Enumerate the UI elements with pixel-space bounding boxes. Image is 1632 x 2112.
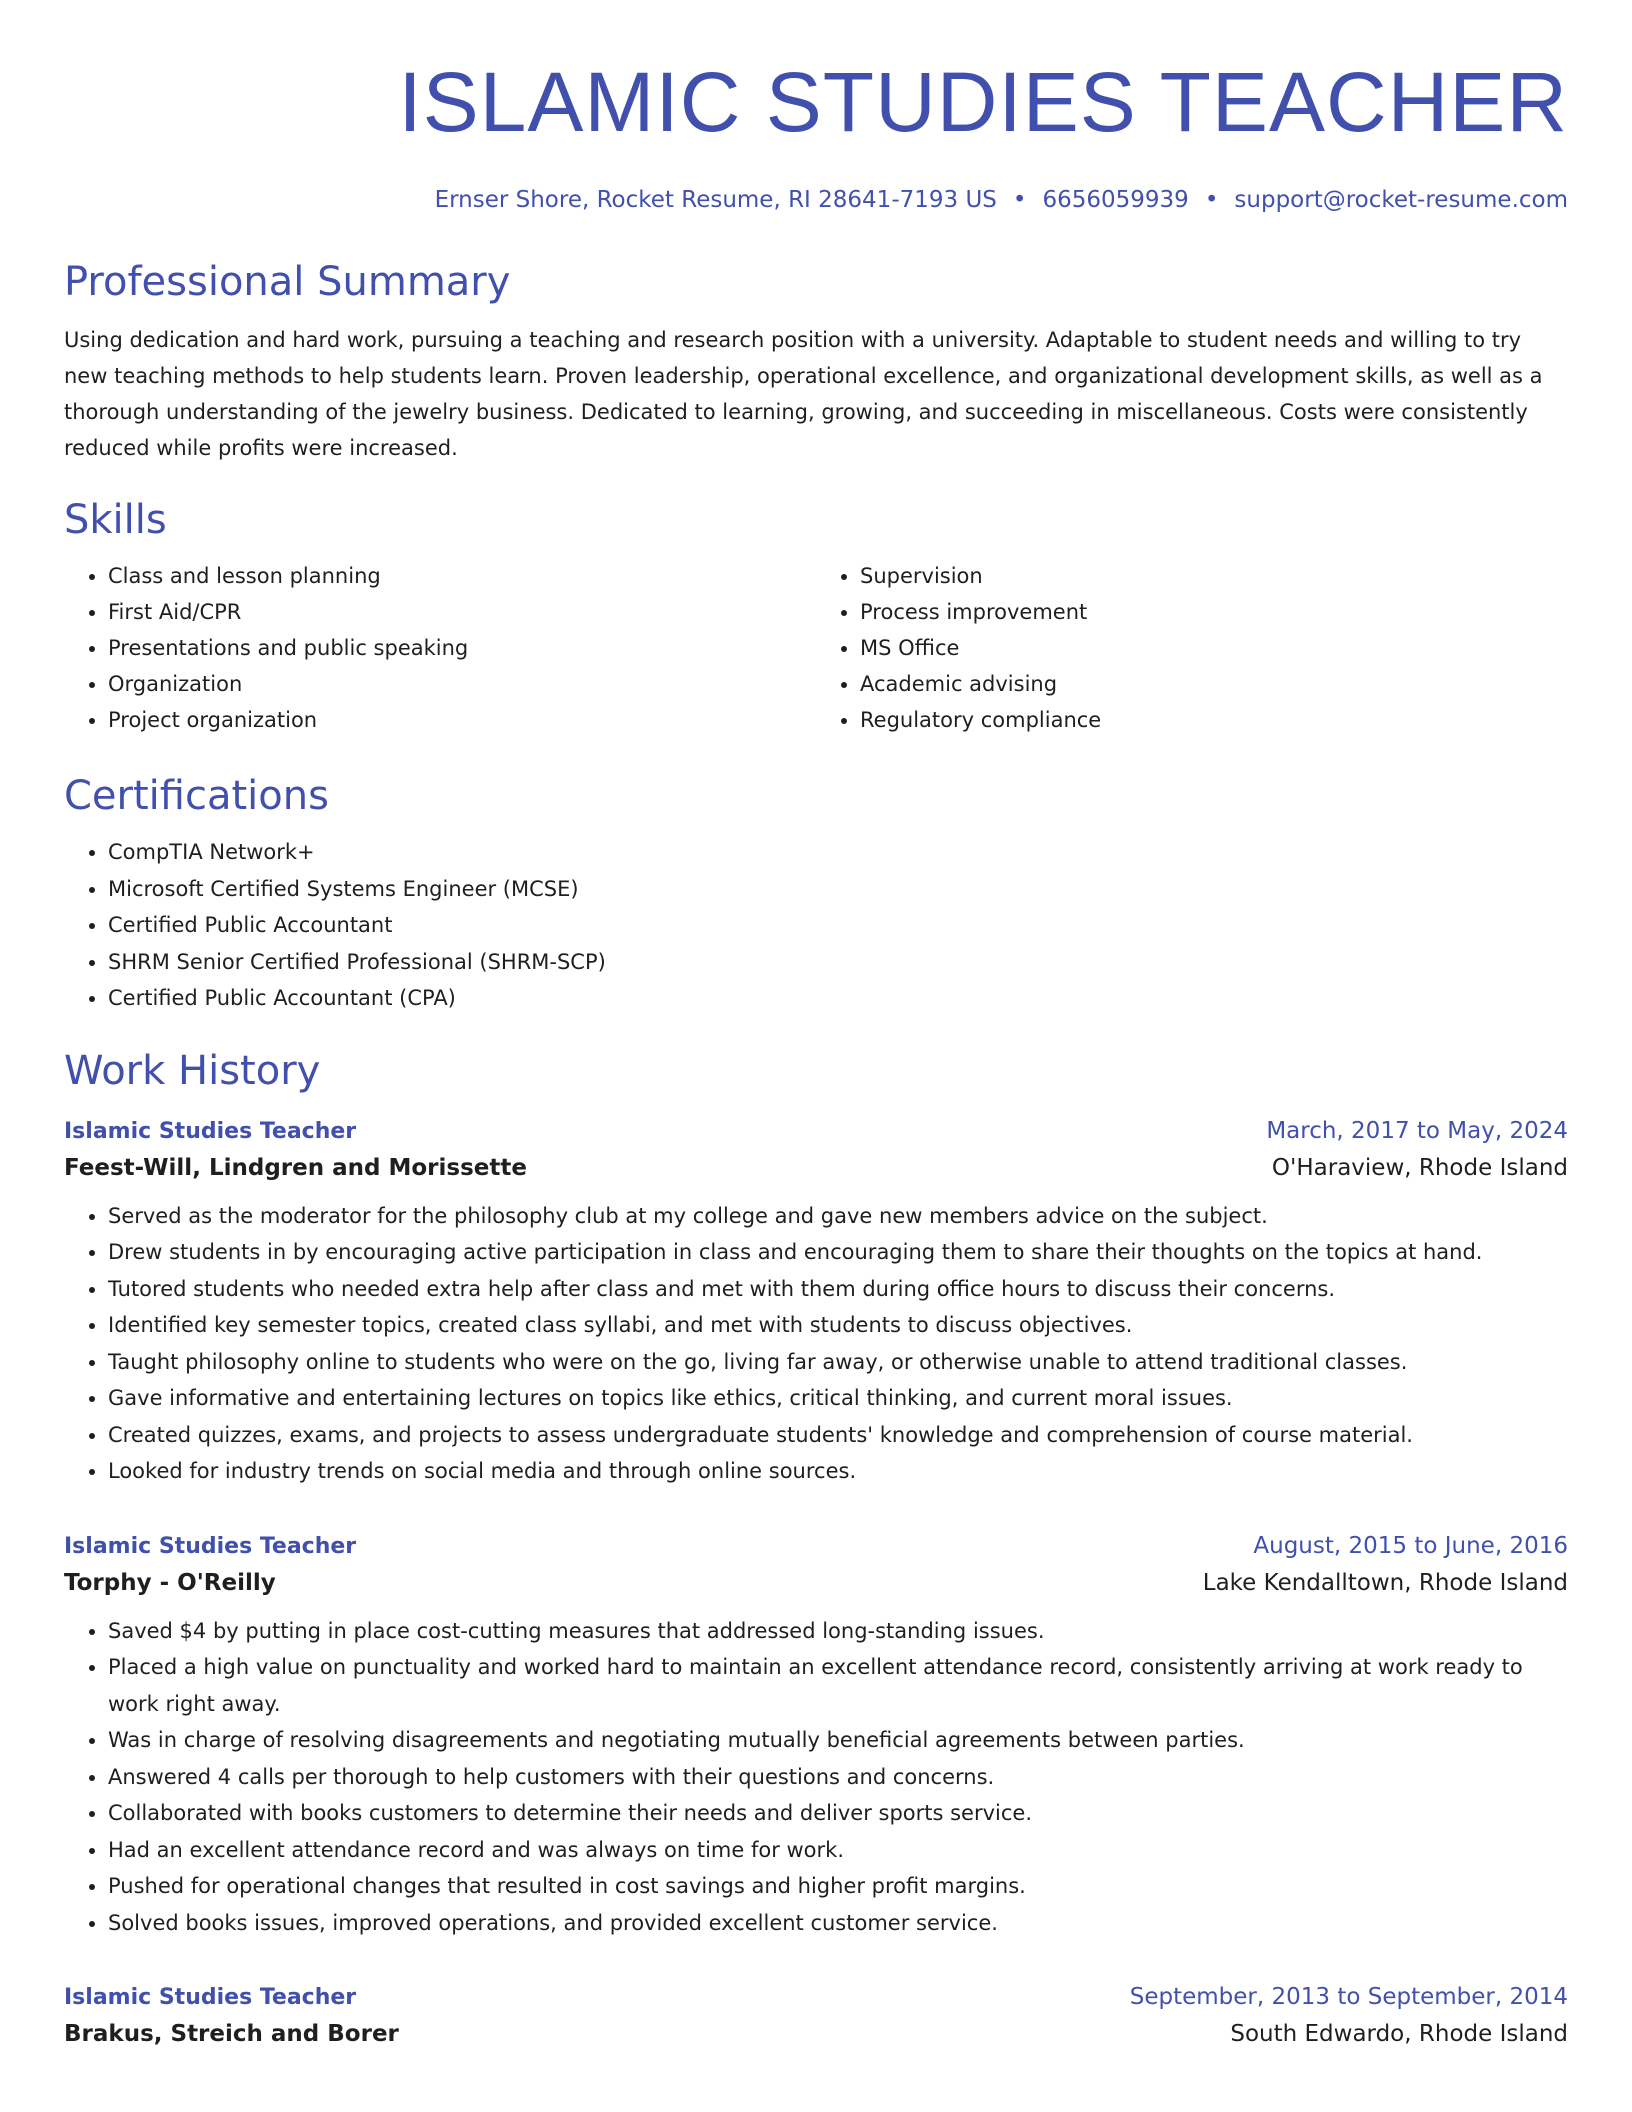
bullet-separator: • [1012, 187, 1027, 213]
job-duty: • Placed a high value on punctuality and worked hard to maintain an excellent attendance record, consistently arriving at work ready to work right away. [108, 1649, 1568, 1722]
skills-heading: Skills [64, 497, 167, 543]
summary-text: Using dedication and hard work, pursuing a teaching and research position with a university. Adaptable to student needs and willing to try new teaching methods to help students learn. Proven leadership, operational excellence, and organizational development skills, as well as a thorough understanding of the jewelry business. Dedicated to learning, growing, and succeeding in miscellaneous. Costs were consistently reduced while profits were increased. [64, 328, 1543, 460]
job-duty: • Answered 4 calls per thorough to help customers with their questions and concerns. [108, 1759, 1568, 1796]
certification-item: • Certified Public Accountant (CPA) [108, 980, 1568, 1017]
job-duty: • Pushed for operational changes that resulted in cost savings and higher profit margins. [108, 1868, 1568, 1905]
certification-item: • SHRM Senior Certified Professional (SHRM-SCP) [108, 944, 1568, 981]
certification-item: • CompTIA Network+ [108, 834, 1568, 871]
certification-item: • Microsoft Certified Systems Engineer (MCSE) [108, 871, 1568, 908]
summary-heading: Professional Summary [64, 259, 511, 305]
skill-item: • Class and lesson planning [108, 558, 816, 594]
job-duty: • Saved $4 by putting in place cost-cutting measures that addressed long-standing issues. [108, 1613, 1568, 1650]
job-title: Islamic Studies Teacher [64, 1533, 357, 1559]
job-company: Brakus, Streich and Borer [64, 2021, 399, 2047]
certifications-list [64, 834, 1568, 1017]
contact-phone: 6656059939 [1042, 187, 1189, 213]
contact-address: Ernser Shore, Rocket Resume, RI 28641-7193 US [434, 187, 997, 213]
job-location: O'Haraview, Rhode Island [1271, 1154, 1568, 1181]
job-duty: • Looked for industry trends on social media and through online sources. [108, 1453, 1568, 1490]
job-title: Islamic Studies Teacher [64, 1985, 357, 2010]
contact-line [64, 184, 1568, 216]
job-duty: • Served as the moderator for the philosophy club at my college and gave new members advice on the subject. [108, 1198, 1568, 1235]
job-company: Feest-Will, Lindgren and Morissette [64, 1154, 527, 1181]
job-duty: • Gave informative and entertaining lectures on topics like ethics, critical thinking, and current moral issues. [108, 1380, 1568, 1417]
job-header-row [64, 1530, 1568, 1563]
work-history-heading: Work History [64, 1047, 321, 1094]
job-duty: • Identified key semester topics, created class syllabi, and met with students to discuss objectives. [108, 1307, 1568, 1344]
page-title: ISLAMIC STUDIES TEACHER [398, 55, 1568, 149]
skills-list-left [64, 558, 816, 738]
skills-list-right [816, 558, 1568, 738]
job-company-row [64, 1148, 1568, 1188]
skill-item: • Process improvement [860, 594, 1568, 630]
skill-item: • Presentations and public speaking [108, 630, 816, 666]
job-duty: • Tutored students who needed extra help after class and met with them during office hours to discuss their concerns. [108, 1271, 1568, 1308]
job-entry [64, 1530, 1568, 1942]
job-company-row [64, 1563, 1568, 1603]
contact-email: support@rocket-resume.com [1234, 187, 1568, 213]
job-entry [64, 1981, 1568, 2054]
job-company-row [64, 2014, 1568, 2054]
job-entry [64, 1115, 1568, 1490]
skill-item: • Organization [108, 666, 816, 702]
job-duty: • Taught philosophy online to students who were on the go, living far away, or otherwise unable to attend traditional classes. [108, 1344, 1568, 1381]
bullet-separator: • [1204, 187, 1219, 213]
skill-item: • First Aid/CPR [108, 594, 816, 630]
job-title: Islamic Studies Teacher [64, 1118, 357, 1144]
skill-item: • MS Office [860, 630, 1568, 666]
job-location: South Edwardo, Rhode Island [1230, 2021, 1568, 2047]
job-location: Lake Kendalltown, Rhode Island [1202, 1569, 1568, 1596]
job-duty: • Created quizzes, exams, and projects to assess undergraduate students' knowledge and comprehension of course material. [108, 1417, 1568, 1454]
job-header-row [64, 1981, 1568, 2014]
job-header-row [64, 1115, 1568, 1148]
skill-item: • Supervision [860, 558, 1568, 594]
job-company: Torphy - O'Reilly [64, 1569, 276, 1596]
job-dates: August, 2015 to June, 2016 [1253, 1532, 1568, 1559]
job-duty: • Had an excellent attendance record and was always on time for work. [108, 1832, 1568, 1869]
certification-item: • Certified Public Accountant [108, 907, 1568, 944]
job-duty: • Drew students in by encouraging active participation in class and encouraging them to share their thoughts on the topics at hand. [108, 1234, 1568, 1271]
certifications-heading: Certifications [64, 773, 329, 819]
job-duty: • Was in charge of resolving disagreements and negotiating mutually beneficial agreements between parties. [108, 1722, 1568, 1759]
skill-item: • Project organization [108, 702, 816, 738]
job-dates: September, 2013 to September, 2014 [1129, 1984, 1568, 2010]
job-duties-list [64, 1613, 1568, 1942]
skill-item: • Regulatory compliance [860, 702, 1568, 738]
skill-item: • Academic advising [860, 666, 1568, 702]
job-dates: March, 2017 to May, 2024 [1266, 1117, 1568, 1144]
job-duties-list [64, 1198, 1568, 1490]
skills-grid [64, 558, 1568, 738]
job-duty: • Collaborated with books customers to determine their needs and deliver sports service. [108, 1795, 1568, 1832]
job-duty: • Solved books issues, improved operations, and provided excellent customer service. [108, 1905, 1568, 1942]
